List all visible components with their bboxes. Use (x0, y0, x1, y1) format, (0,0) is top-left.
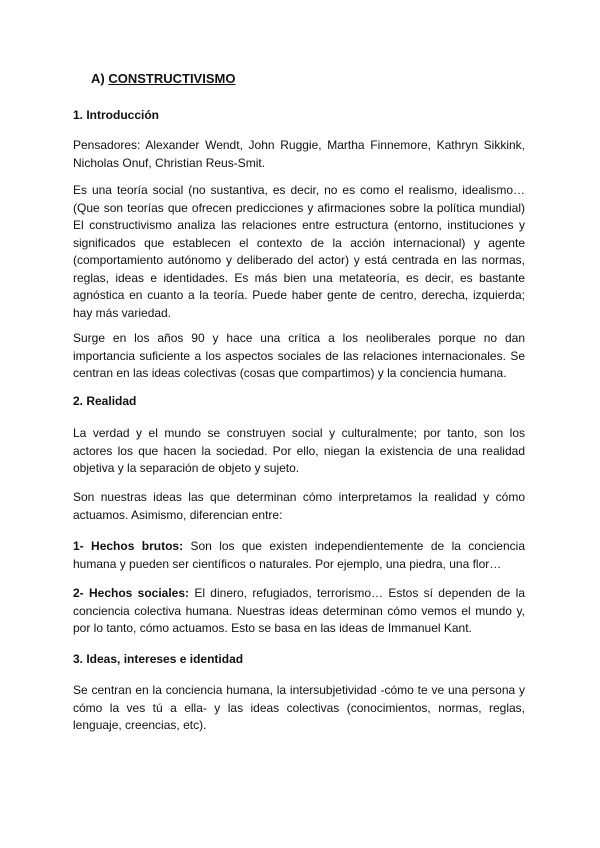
social-facts-text: El dinero, refugiados, terrorismo… Estos sí dependen de la conciencia colectiva humana. Nuestras ideas determinan cómo vemos el mundo y, por lo tanto, cómo actuamos. Esto se basa en las ideas de Immanuel Kant. (73, 586, 525, 635)
paragraph-brute-facts (73, 538, 525, 573)
section-heading-reality: 2. Realidad (73, 394, 137, 408)
paragraph-social-facts (73, 585, 525, 638)
brute-facts-label: 1- Hechos brutos: (73, 539, 184, 553)
document-title (91, 71, 235, 86)
social-facts-label: 2- Hechos sociales: (73, 586, 190, 600)
paragraph-intro-2: Surge en los años 90 y hace una crítica a los neoliberales porque no dan importancia suficiente a los aspectos sociales de las relaciones internacionales. Se centran en las ideas colectivas (cosas que compartimos) y la conciencia humana. (73, 331, 525, 380)
paragraph-reality-1: La verdad y el mundo se construyen social y culturalmente; por tanto, son los actores los que hacen la sociedad. Por ello, niegan la existencia de una realidad objetiva y la separación de objeto y sujeto. (73, 426, 525, 475)
title-text: CONSTRUCTIVISMO (108, 71, 236, 86)
paragraph-thinkers: Pensadores: Alexander Wendt, John Ruggie, Martha Finnemore, Kathryn Sikkink, Nicholas Onuf, Christian Reus-Smit. (73, 138, 525, 170)
paragraph-reality-2: Son nuestras ideas las que determinan cómo interpretamos la realidad y cómo actuamos. Asimismo, diferencian entre: (73, 490, 525, 522)
section-heading-intro: 1. Introducción (73, 108, 160, 122)
paragraph-intro-1: Es una teoría social (no sustantiva, es decir, no es como el realismo, idealismo… (Que son teorías que ofrecen predicciones y afirmaciones sobre la política mundial) El constructivismo analiza las relaciones entre estructura (entorno, instituciones y significados que establecen el contexto de la acción internacional) y agente (comportamiento autónomo y deliberado del actor) y está centrada en las normas, reglas, ideas e identidades. Es más bien una metateoría, es decir, es bastante agnóstica en cuanto a la teoría. Puede haber gente de centro, derecha, izquierda; hay más variedad. (73, 183, 525, 320)
section-heading-ideas: 3. Ideas, intereses e identidad (73, 652, 244, 666)
paragraph-ideas-1: Se centran en la conciencia humana, la intersubjetividad -cómo te ve una persona y cómo la ves tú a ella- y las ideas colectivas (conocimientos, normas, reglas, lenguaje, creencias, etc). (73, 683, 525, 732)
brute-facts-text: Son los que existen independientemente de la conciencia humana y pueden ser científicos o naturales. Por ejemplo, una piedra, una flor… (73, 539, 525, 571)
title-prefix: A) (91, 71, 105, 86)
